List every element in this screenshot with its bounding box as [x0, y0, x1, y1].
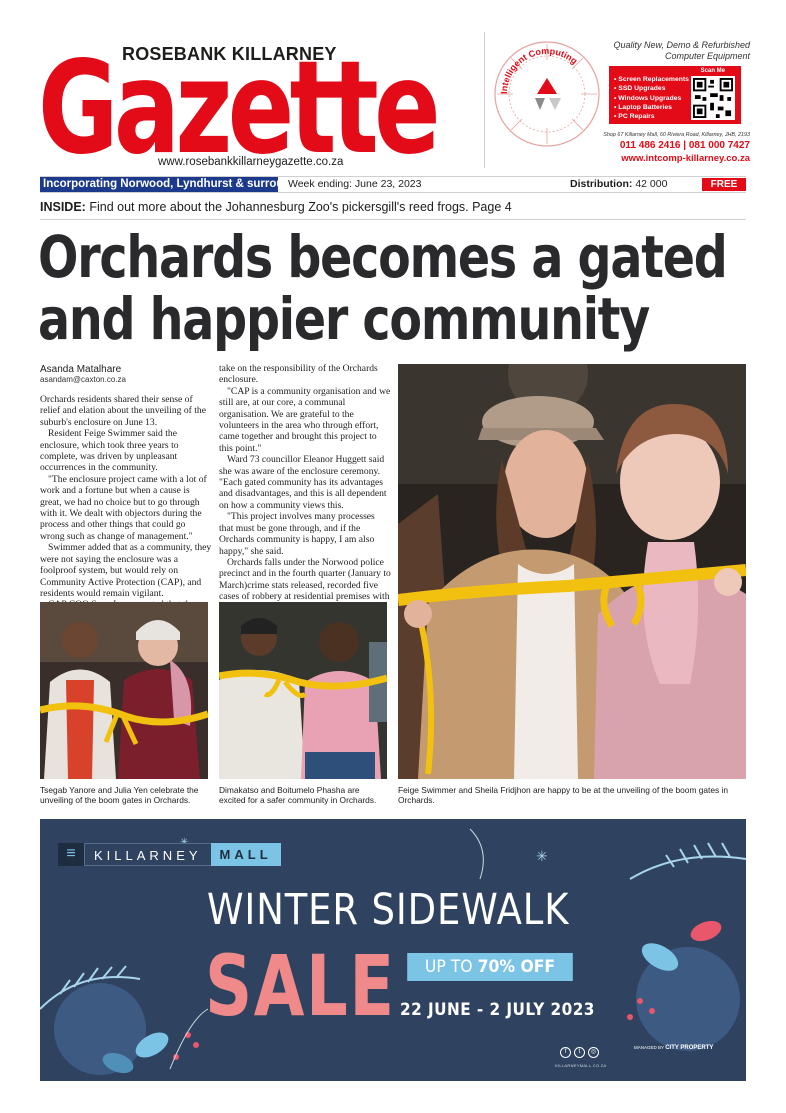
paragraph: Ward 73 councillor Eleanor Huggett said she was aware of the enclosure ceremony. "Each gated community has its advantages and disadvantages, and this is all dependent on how a community views this.	[219, 454, 387, 511]
author-name: Asanda Matalhare	[40, 364, 122, 375]
price-badge: FREE	[702, 178, 746, 191]
ad-sale: SALE	[205, 937, 396, 1035]
author-email[interactable]: asandam@caxton.co.za	[40, 375, 126, 384]
headline-line-1: Orchards becomes a gated	[38, 223, 727, 291]
ad-offer: UP TO 70% OFF	[407, 953, 573, 981]
shop-phones[interactable]: 011 486 2416 | 081 000 7427	[619, 140, 750, 151]
mall-website[interactable]: KILLARNEYMALL.CO.ZA	[555, 1063, 607, 1068]
caption-photo-1: Tsegab Yanore and Julia Yen celebrate the unveiling of the boom gates in Orchards.	[40, 785, 199, 805]
service-item: • Screen Replacements	[614, 76, 689, 83]
paragraph: "CAP is a community organisation and we still are, at our core, a communal organisation. We are grateful to the volunteers in the area who through effort, came together and brought this project to this point."	[219, 385, 391, 454]
menu-icon: ≡	[58, 843, 84, 866]
instagram-icon[interactable]: ◎	[588, 1047, 599, 1058]
computer-shop-ad[interactable]	[484, 32, 750, 168]
brand-killarney: KILLARNEY	[84, 843, 211, 866]
caption-photo-2: Dimakatso and Boitumelo Phasha are excited for a safer community in Orchards.	[219, 785, 377, 805]
facebook-icon[interactable]: f	[560, 1047, 571, 1058]
masthead-url[interactable]: www.rosebankkillarneygazette.co.za	[158, 156, 344, 168]
paragraph: Resident Feige Swimmer said the enclosure, which took three years to complete, was driven by unpleasant occurrences in the community.	[40, 428, 179, 474]
paragraph: Orchards falls under the Norwood police precinct and in the fourth quarter (January to March)crime stats released, recorded five cases of robbery at residential premises with	[219, 556, 391, 603]
svg-text:Intelligent Computing: Intelligent Computing	[498, 45, 580, 95]
service-item: • SSD Upgrades	[614, 85, 666, 93]
masthead	[40, 28, 486, 176]
svg-text:Gazette: Gazette	[38, 34, 437, 162]
intelligent-computing-logo	[491, 38, 603, 150]
social-icons	[560, 1047, 599, 1058]
inside-teaser[interactable]: INSIDE: Find out more about the Johannesburg Zoo's pickersgill's reed frogs. Page 4	[40, 199, 746, 220]
qr-code-icon[interactable]	[691, 76, 735, 120]
photo-tsegab-julia[interactable]	[40, 602, 208, 779]
killarney-mall-ad[interactable]	[40, 819, 746, 1081]
shop-address: Shop 67 Killarney Mall, 60 Riviera Road, Killarney, JHB, 2193	[603, 132, 750, 138]
region-banner: Incorporating Norwood, Lyndhurst & surrounds	[40, 177, 278, 192]
ad-dates: 22 JUNE - 2 JULY 2023	[400, 1000, 595, 1020]
paragraph: Swimmer added that as a community, they were not saying the enclosure was a foolproof system, but would rely on Community Active Protection (CAP), and residents would remain vigilant.	[40, 542, 212, 599]
week-ending: Week ending: June 23, 2023	[288, 178, 422, 190]
paragraph: Orchards residents shared their sense of relief and elation about the unveiling of the suburb's enclosure on June 13.	[40, 394, 206, 428]
ad-headline: WINTER SIDEWALK	[207, 885, 570, 935]
headline-line-2: and happier community	[38, 285, 650, 353]
service-item: • Laptop Batteries	[614, 103, 672, 111]
svg-text:✳: ✳	[536, 848, 548, 864]
paragraph: "This project involves many processes that must be gone through, and if the Orchards community is happy, I am also happy," she said.	[219, 511, 375, 557]
paragraph: "The enclosure project came with a lot of work and a fortune but when a cause is great, we had no choice but to go through with it. We dealt with objectors during the process and other things that could go wrong such as change of management."	[40, 473, 207, 542]
services-box	[609, 66, 741, 124]
scan-label: Scan Me	[700, 68, 725, 74]
services-list	[614, 75, 689, 121]
article-column-2	[219, 363, 391, 614]
edition-bar	[40, 176, 746, 193]
masthead-subtitle: ROSEBANK KILLARNEY	[122, 44, 337, 64]
paragraph: take on the responsibility of the Orchards enclosure.	[219, 363, 378, 386]
photo-feige-sheila[interactable]	[398, 364, 746, 779]
service-item: • Windows Upgrades	[614, 94, 682, 102]
distribution: Distribution: 42 000	[570, 178, 668, 190]
mall-brand	[58, 843, 281, 866]
twitter-icon[interactable]: t	[574, 1047, 585, 1058]
shop-tagline: Quality New, Demo & Refurbished Computer Equipment	[613, 40, 750, 61]
caption-photo-3: Feige Swimmer and Sheila Fridjhon are happy to be at the unveiling of the boom gates in Orchards.	[398, 785, 729, 805]
main-headline	[38, 223, 751, 353]
article-column-1	[40, 394, 212, 622]
managed-by: MANAGED BY CITY PROPERTY	[634, 1045, 714, 1051]
brand-mall: MALL	[211, 843, 281, 866]
photo-dimakatso-boitumelo[interactable]	[219, 602, 387, 779]
service-item: • PC Repairs	[614, 113, 655, 121]
shop-website[interactable]: www.intcomp-killarney.co.za	[621, 153, 750, 164]
